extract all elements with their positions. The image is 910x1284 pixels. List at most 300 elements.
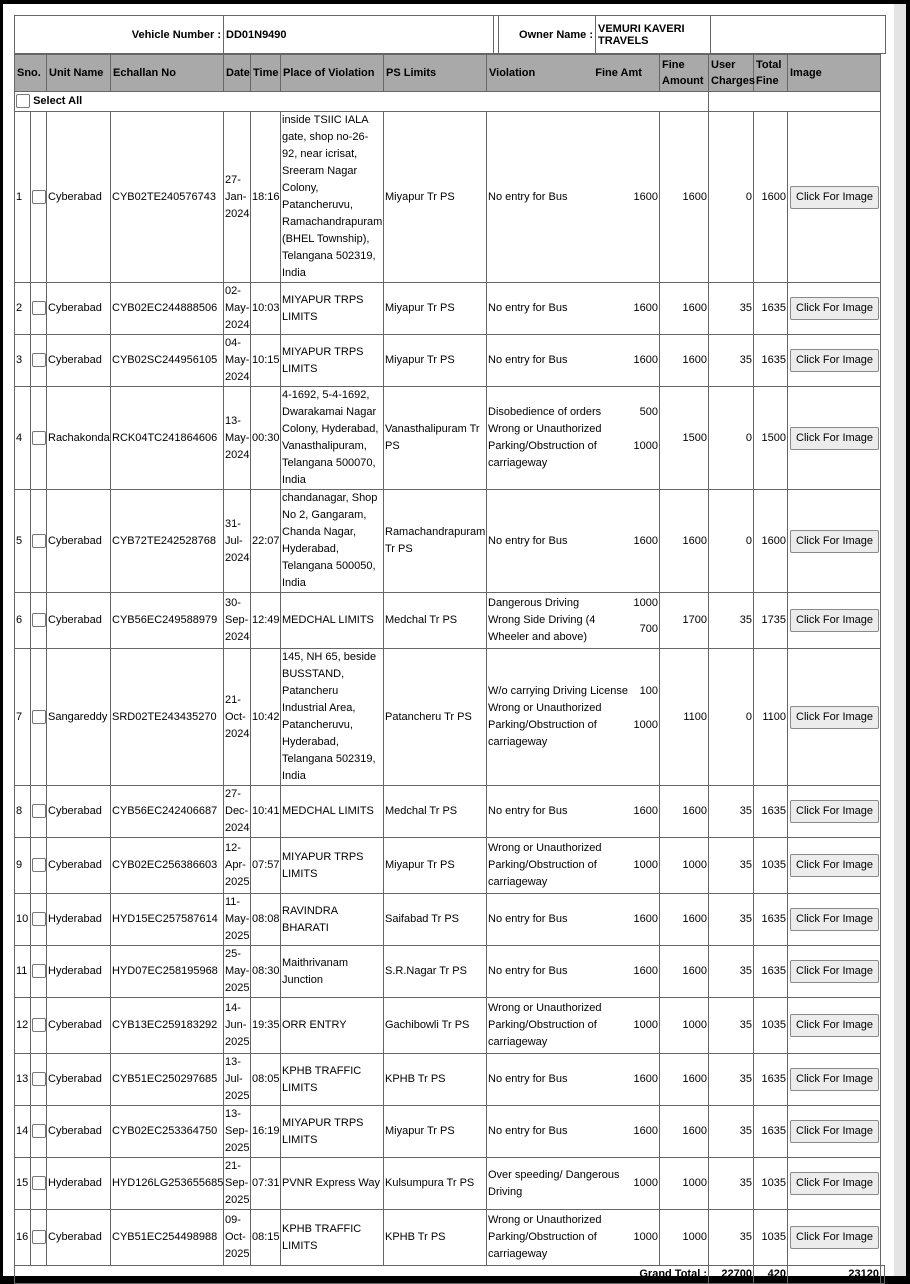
click-for-image-button[interactable]: Click For Image — [790, 1068, 879, 1091]
row-time: 08:05 — [251, 1054, 281, 1106]
row-sno: 14 — [15, 1106, 31, 1158]
violation-name: W/o carrying Driving License — [488, 685, 628, 697]
row-image-cell — [788, 490, 881, 593]
row-checkbox[interactable] — [32, 858, 46, 872]
row-ps-limits: KPHB Tr PS — [384, 1210, 487, 1266]
violation-name: Wrong Side Driving (4 Wheeler and above) — [488, 614, 596, 643]
row-total-fine: 1600 — [754, 490, 788, 593]
violation-fine-amt: 700 — [639, 622, 658, 635]
row-user-charges: 35 — [709, 838, 754, 894]
row-total-fine: 1635 — [754, 283, 788, 335]
violation-item — [488, 1167, 658, 1201]
col-fine-amt-label: Fine Amt — [595, 67, 642, 79]
owner-name-label: Owner Name : — [499, 16, 596, 54]
row-checkbox[interactable] — [32, 912, 46, 926]
row-sno: 15 — [15, 1158, 31, 1210]
row-unit-name: Rachakonda — [47, 387, 111, 490]
row-checkbox[interactable] — [32, 1124, 46, 1138]
table-row — [15, 593, 885, 649]
row-sno: 7 — [15, 649, 31, 786]
row-total-fine: 1035 — [754, 998, 788, 1054]
row-violations — [487, 946, 660, 998]
row-image-cell — [788, 283, 881, 335]
row-unit-name: Cyberabad — [47, 283, 111, 335]
row-unit-name: Cyberabad — [47, 490, 111, 593]
row-date: 27-Jan-2024 — [224, 112, 251, 283]
table-row — [15, 283, 885, 335]
violation-item — [488, 911, 658, 928]
row-ps-limits: Medchal Tr PS — [384, 593, 487, 649]
row-user-charges: 0 — [709, 387, 754, 490]
violation-item — [488, 421, 658, 472]
row-image-cell — [788, 786, 881, 838]
row-violations — [487, 387, 660, 490]
row-time: 08:08 — [251, 894, 281, 946]
click-for-image-button[interactable]: Click For Image — [790, 427, 879, 450]
row-date: 04-May-2024 — [224, 335, 251, 387]
row-checkbox[interactable] — [32, 1176, 46, 1190]
select-all-label: Select All — [33, 95, 83, 107]
row-image-cell — [788, 838, 881, 894]
vehicle-number-value: DD01N9490 — [224, 16, 494, 54]
row-ps-limits: S.R.Nagar Tr PS — [384, 946, 487, 998]
table-row — [15, 998, 885, 1054]
row-violations — [487, 786, 660, 838]
row-checkbox[interactable] — [32, 190, 46, 204]
row-sno: 10 — [15, 894, 31, 946]
row-ps-limits: Vanasthalipuram Tr PS — [384, 387, 487, 490]
row-sno: 12 — [15, 998, 31, 1054]
col-unit-name: Unit Name — [47, 55, 111, 92]
row-violations — [487, 649, 660, 786]
row-place: MEDCHAL LIMITS — [281, 786, 384, 838]
row-place: chandanagar, Shop No 2, Gangaram, Chanda Nagar, Hyderabad, Telangana 500050, India — [281, 490, 384, 593]
row-user-charges: 35 — [709, 946, 754, 998]
click-for-image-button[interactable]: Click For Image — [790, 800, 879, 823]
row-unit-name: Cyberabad — [47, 593, 111, 649]
row-place: RAVINDRA BHARATI — [281, 894, 384, 946]
row-sno: 16 — [15, 1210, 31, 1266]
row-checkbox[interactable] — [32, 431, 46, 445]
row-time: 19:35 — [251, 998, 281, 1054]
table-row — [15, 490, 885, 593]
violation-fine-amt: 1000 — [633, 719, 658, 731]
violation-item — [488, 963, 658, 980]
col-place: Place of Violation — [281, 55, 384, 92]
row-date: 13-Sep-2025 — [224, 1106, 251, 1158]
row-echallan-no: CYB56EC249588979 — [111, 593, 224, 649]
row-checkbox[interactable] — [32, 353, 46, 367]
violation-fine-amt: 100 — [639, 685, 658, 697]
row-user-charges: 35 — [709, 1054, 754, 1106]
row-user-charges: 35 — [709, 894, 754, 946]
row-total-fine: 1635 — [754, 894, 788, 946]
violation-item — [488, 1123, 658, 1140]
row-echallan-no: HYD07EC258195968 — [111, 946, 224, 998]
click-for-image-button[interactable]: Click For Image — [790, 1120, 879, 1143]
select-all-row — [15, 92, 885, 112]
row-checkbox-cell — [31, 786, 47, 838]
row-checkbox-cell — [31, 1158, 47, 1210]
row-echallan-no: CYB02EC256386603 — [111, 838, 224, 894]
row-ps-limits: Medchal Tr PS — [384, 786, 487, 838]
row-fine-amount: 1500 — [660, 387, 709, 490]
row-time: 10:03 — [251, 283, 281, 335]
col-violation-label: Violation — [489, 67, 536, 79]
table-row — [15, 786, 885, 838]
row-date: 14-Jun-2025 — [224, 998, 251, 1054]
col-date: Date — [224, 55, 251, 92]
row-user-charges: 35 — [709, 335, 754, 387]
table-row — [15, 1158, 885, 1210]
violation-item — [488, 1000, 658, 1051]
row-time: 10:15 — [251, 335, 281, 387]
row-user-charges: 0 — [709, 112, 754, 283]
row-fine-amount: 1600 — [660, 1106, 709, 1158]
row-violations — [487, 593, 660, 649]
row-time: 08:15 — [251, 1210, 281, 1266]
violation-fine-amt: 1000 — [633, 859, 658, 871]
row-checkbox[interactable] — [32, 1230, 46, 1244]
table-row — [15, 387, 885, 490]
row-checkbox-cell — [31, 838, 47, 894]
row-total-fine: 1035 — [754, 1158, 788, 1210]
click-for-image-button[interactable]: Click For Image — [790, 186, 879, 209]
row-fine-amount: 1600 — [660, 490, 709, 593]
row-ps-limits: Miyapur Tr PS — [384, 1106, 487, 1158]
col-echallan-no: Echallan No — [111, 55, 224, 92]
row-fine-amount: 1600 — [660, 946, 709, 998]
row-echallan-no: CYB02TE240576743 — [111, 112, 224, 283]
row-time: 18:16 — [251, 112, 281, 283]
col-time: Time — [251, 55, 281, 92]
row-date: 13-May-2024 — [224, 387, 251, 490]
row-sno: 9 — [15, 838, 31, 894]
row-echallan-no: CYB51EC254498988 — [111, 1210, 224, 1266]
click-for-image-button[interactable]: Click For Image — [790, 1014, 879, 1037]
row-time: 10:41 — [251, 786, 281, 838]
row-echallan-no: CYB51EC250297685 — [111, 1054, 224, 1106]
row-checkbox[interactable] — [32, 710, 46, 724]
row-echallan-no: RCK04TC241864606 — [111, 387, 224, 490]
row-fine-amount: 1700 — [660, 593, 709, 649]
table-row — [15, 838, 885, 894]
row-checkbox[interactable] — [32, 613, 46, 627]
row-ps-limits: Gachibowli Tr PS — [384, 998, 487, 1054]
row-image-cell — [788, 1210, 881, 1266]
violation-item — [488, 700, 658, 751]
row-date: 12-Apr-2025 — [224, 838, 251, 894]
row-sno: 8 — [15, 786, 31, 838]
click-for-image-button[interactable]: Click For Image — [790, 530, 879, 553]
row-checkbox-cell — [31, 946, 47, 998]
owner-name-value: VEMURI KAVERI TRAVELS — [596, 16, 711, 54]
row-fine-amount: 1100 — [660, 649, 709, 786]
row-checkbox-cell — [31, 112, 47, 283]
row-place: MIYAPUR TRPS LIMITS — [281, 283, 384, 335]
row-unit-name: Hyderabad — [47, 894, 111, 946]
row-sno: 13 — [15, 1054, 31, 1106]
row-time: 10:42 — [251, 649, 281, 786]
row-violations — [487, 894, 660, 946]
violation-fine-amt: 1000 — [633, 1231, 658, 1243]
row-violations — [487, 1054, 660, 1106]
violation-name: No entry for Bus — [488, 1073, 568, 1085]
row-total-fine: 1600 — [754, 112, 788, 283]
violation-name: No entry for Bus — [488, 190, 568, 203]
row-checkbox[interactable] — [32, 1072, 46, 1086]
row-total-fine: 1635 — [754, 1106, 788, 1158]
table-row — [15, 335, 885, 387]
row-date: 21-Sep-2025 — [224, 1158, 251, 1210]
row-sno: 3 — [15, 335, 31, 387]
row-place: ORR ENTRY — [281, 998, 384, 1054]
violation-item — [488, 803, 658, 820]
row-image-cell — [788, 946, 881, 998]
row-total-fine: 1635 — [754, 946, 788, 998]
row-total-fine: 1035 — [754, 838, 788, 894]
row-checkbox-cell — [31, 283, 47, 335]
row-checkbox[interactable] — [32, 964, 46, 978]
page — [3, 4, 906, 1280]
row-checkbox[interactable] — [32, 1018, 46, 1032]
row-ps-limits: Miyapur Tr PS — [384, 283, 487, 335]
col-user-charges: User Charges — [709, 55, 754, 92]
row-date: 11-May-2025 — [224, 894, 251, 946]
row-total-fine: 1100 — [754, 649, 788, 786]
row-image-cell — [788, 387, 881, 490]
violation-name: No entry for Bus — [488, 965, 568, 977]
row-echallan-no: CYB13EC259183292 — [111, 998, 224, 1054]
row-unit-name: Hyderabad — [47, 1158, 111, 1210]
col-ps-limits: PS Limits — [384, 55, 487, 92]
violation-item — [488, 840, 658, 891]
violation-name: Wrong or Unauthorized Parking/Obstruction of carriageway — [488, 1214, 602, 1260]
scrollbar[interactable] — [894, 4, 906, 1276]
row-checkbox-cell — [31, 335, 47, 387]
violation-item — [488, 404, 658, 421]
row-unit-name: Cyberabad — [47, 1106, 111, 1158]
row-image-cell — [788, 1158, 881, 1210]
click-for-image-button[interactable]: Click For Image — [790, 1172, 879, 1195]
row-time: 07:31 — [251, 1158, 281, 1210]
grand-total-label: Grand Total : — [15, 1266, 709, 1284]
row-fine-amount: 1600 — [660, 335, 709, 387]
row-unit-name: Sangareddy — [47, 649, 111, 786]
row-user-charges: 0 — [709, 649, 754, 786]
row-violations — [487, 1158, 660, 1210]
row-checkbox-cell — [31, 649, 47, 786]
row-checkbox[interactable] — [32, 301, 46, 315]
row-ps-limits: Miyapur Tr PS — [384, 838, 487, 894]
violation-name: Wrong or Unauthorized Parking/Obstruction of carriageway — [488, 423, 602, 469]
row-sno: 2 — [15, 283, 31, 335]
row-image-cell — [788, 593, 881, 649]
table-row — [15, 1054, 885, 1106]
violation-item — [488, 595, 658, 612]
row-ps-limits: KPHB Tr PS — [384, 1054, 487, 1106]
table-row — [15, 1210, 885, 1266]
row-place: MEDCHAL LIMITS — [281, 593, 384, 649]
row-date: 13-Jul-2025 — [224, 1054, 251, 1106]
row-place: 4-1692, 5-4-1692, Dwarakamai Nagar Colony, Hyderabad, Vanasthalipuram, Telangana 500070, India — [281, 387, 384, 490]
row-date: 21-Oct-2024 — [224, 649, 251, 786]
challan-report — [14, 15, 885, 1284]
col-fine-amount: Fine Amount — [660, 55, 709, 92]
violation-name: No entry for Bus — [488, 534, 568, 547]
row-unit-name: Cyberabad — [47, 112, 111, 283]
row-unit-name: Cyberabad — [47, 1054, 111, 1106]
violation-item — [488, 612, 658, 646]
table-row — [15, 649, 885, 786]
col-total-fine: Total Fine — [754, 55, 788, 92]
row-violations — [487, 490, 660, 593]
row-place: MIYAPUR TRPS LIMITS — [281, 838, 384, 894]
row-sno: 4 — [15, 387, 31, 490]
row-sno: 1 — [15, 112, 31, 283]
grand-total-fine-amount: 22700 — [709, 1266, 754, 1284]
row-unit-name: Hyderabad — [47, 946, 111, 998]
row-fine-amount: 1600 — [660, 894, 709, 946]
vehicle-header-table — [14, 15, 886, 54]
violation-fine-amt: 1600 — [633, 534, 658, 547]
violation-fine-amt: 1000 — [633, 440, 658, 452]
row-image-cell — [788, 894, 881, 946]
row-violations — [487, 1210, 660, 1266]
row-unit-name: Cyberabad — [47, 786, 111, 838]
row-violations — [487, 283, 660, 335]
row-time: 22:07 — [251, 490, 281, 593]
row-violations — [487, 335, 660, 387]
table-row — [15, 112, 885, 283]
row-checkbox-cell — [31, 1210, 47, 1266]
row-sno: 6 — [15, 593, 31, 649]
row-checkbox-cell — [31, 490, 47, 593]
select-all-checkbox[interactable] — [16, 94, 30, 108]
row-unit-name: Cyberabad — [47, 998, 111, 1054]
table-row — [15, 894, 885, 946]
violation-item — [488, 683, 658, 700]
row-time: 08:30 — [251, 946, 281, 998]
row-date: 30-Sep-2024 — [224, 593, 251, 649]
row-date: 02-May-2024 — [224, 283, 251, 335]
col-violation — [487, 55, 660, 92]
grand-total-user-charges: 420 — [754, 1266, 788, 1284]
row-place: KPHB TRAFFIC LIMITS — [281, 1054, 384, 1106]
violation-name: Over speeding/ Dangerous Driving — [488, 1168, 620, 1198]
row-sno: 11 — [15, 946, 31, 998]
violation-name: Wrong or Unauthorized Parking/Obstruction of carriageway — [488, 1002, 602, 1048]
row-checkbox-cell — [31, 593, 47, 649]
row-time: 07:57 — [251, 838, 281, 894]
violation-fine-amt: 1000 — [633, 1019, 658, 1031]
row-time: 00:30 — [251, 387, 281, 490]
row-checkbox[interactable] — [32, 804, 46, 818]
row-echallan-no: CYB02SC244956105 — [111, 335, 224, 387]
row-checkbox-cell — [31, 998, 47, 1054]
row-user-charges: 35 — [709, 786, 754, 838]
click-for-image-button[interactable]: Click For Image — [790, 297, 879, 320]
click-for-image-button[interactable]: Click For Image — [790, 609, 879, 632]
violation-item — [488, 1212, 658, 1263]
row-image-cell — [788, 649, 881, 786]
row-echallan-no: HYD15EC257587614 — [111, 894, 224, 946]
row-ps-limits: Miyapur Tr PS — [384, 335, 487, 387]
click-for-image-button[interactable]: Click For Image — [790, 706, 879, 729]
row-violations — [487, 112, 660, 283]
row-violations — [487, 838, 660, 894]
grand-total-row — [15, 1266, 885, 1284]
click-for-image-button[interactable]: Click For Image — [790, 960, 879, 983]
row-date: 31-Jul-2024 — [224, 490, 251, 593]
row-checkbox-cell — [31, 1054, 47, 1106]
row-echallan-no: CYB02EC253364750 — [111, 1106, 224, 1158]
row-total-fine: 1635 — [754, 1054, 788, 1106]
row-echallan-no: CYB56EC242406687 — [111, 786, 224, 838]
violation-name: No entry for Bus — [488, 805, 568, 817]
row-echallan-no: CYB02EC244888506 — [111, 283, 224, 335]
row-image-cell — [788, 998, 881, 1054]
row-total-fine: 1635 — [754, 335, 788, 387]
table-row — [15, 946, 885, 998]
row-fine-amount: 1000 — [660, 1158, 709, 1210]
row-fine-amount: 1000 — [660, 1210, 709, 1266]
row-checkbox-cell — [31, 894, 47, 946]
click-for-image-button[interactable]: Click For Image — [790, 908, 879, 931]
violation-name: Dangerous Driving — [488, 597, 580, 609]
row-place: Maithrivanam Junction — [281, 946, 384, 998]
violation-name: No entry for Bus — [488, 1125, 568, 1137]
row-violations — [487, 1106, 660, 1158]
violation-fine-amt: 1600 — [633, 354, 658, 366]
violation-name: No entry for Bus — [488, 354, 568, 366]
violation-fine-amt: 1000 — [633, 1177, 658, 1189]
row-date: 27-Dec-2024 — [224, 786, 251, 838]
violation-fine-amt: 1000 — [633, 597, 658, 609]
row-checkbox-cell — [31, 1106, 47, 1158]
row-unit-name: Cyberabad — [47, 1210, 111, 1266]
click-for-image-button[interactable]: Click For Image — [790, 1226, 879, 1249]
challan-table — [14, 54, 885, 1284]
row-place: MIYAPUR TRPS LIMITS — [281, 1106, 384, 1158]
row-total-fine: 1500 — [754, 387, 788, 490]
row-place: PVNR Express Way — [281, 1158, 384, 1210]
row-date: 09-Oct-2025 — [224, 1210, 251, 1266]
row-checkbox[interactable] — [32, 534, 46, 548]
row-user-charges: 35 — [709, 1210, 754, 1266]
row-checkbox-cell — [31, 387, 47, 490]
violation-fine-amt: 1600 — [633, 913, 658, 925]
row-ps-limits: Miyapur Tr PS — [384, 112, 487, 283]
violation-item — [488, 1071, 658, 1088]
row-user-charges: 35 — [709, 593, 754, 649]
col-image: Image — [788, 55, 881, 92]
grand-total-total: 23120 — [788, 1266, 881, 1284]
violation-fine-amt: 1600 — [633, 1073, 658, 1085]
row-fine-amount: 1000 — [660, 838, 709, 894]
click-for-image-button[interactable]: Click For Image — [790, 349, 879, 372]
row-fine-amount: 1000 — [660, 998, 709, 1054]
row-place: inside TSIIC IALA gate, shop no-26-92, near icrisat, Sreeram Nagar Colony, Patancheruvu, Ramachandrapuram (BHEL Township), Telangana 502319, India — [281, 112, 384, 283]
row-time: 12:49 — [251, 593, 281, 649]
click-for-image-button[interactable]: Click For Image — [790, 854, 879, 877]
row-total-fine: 1635 — [754, 786, 788, 838]
row-unit-name: Cyberabad — [47, 335, 111, 387]
row-violations — [487, 998, 660, 1054]
row-echallan-no: CYB72TE242528768 — [111, 490, 224, 593]
row-user-charges: 0 — [709, 490, 754, 593]
row-place: 145, NH 65, beside BUSSTAND, Patancheru Industrial Area, Patancheruvu, Hyderabad, Telangana 502319, India — [281, 649, 384, 786]
